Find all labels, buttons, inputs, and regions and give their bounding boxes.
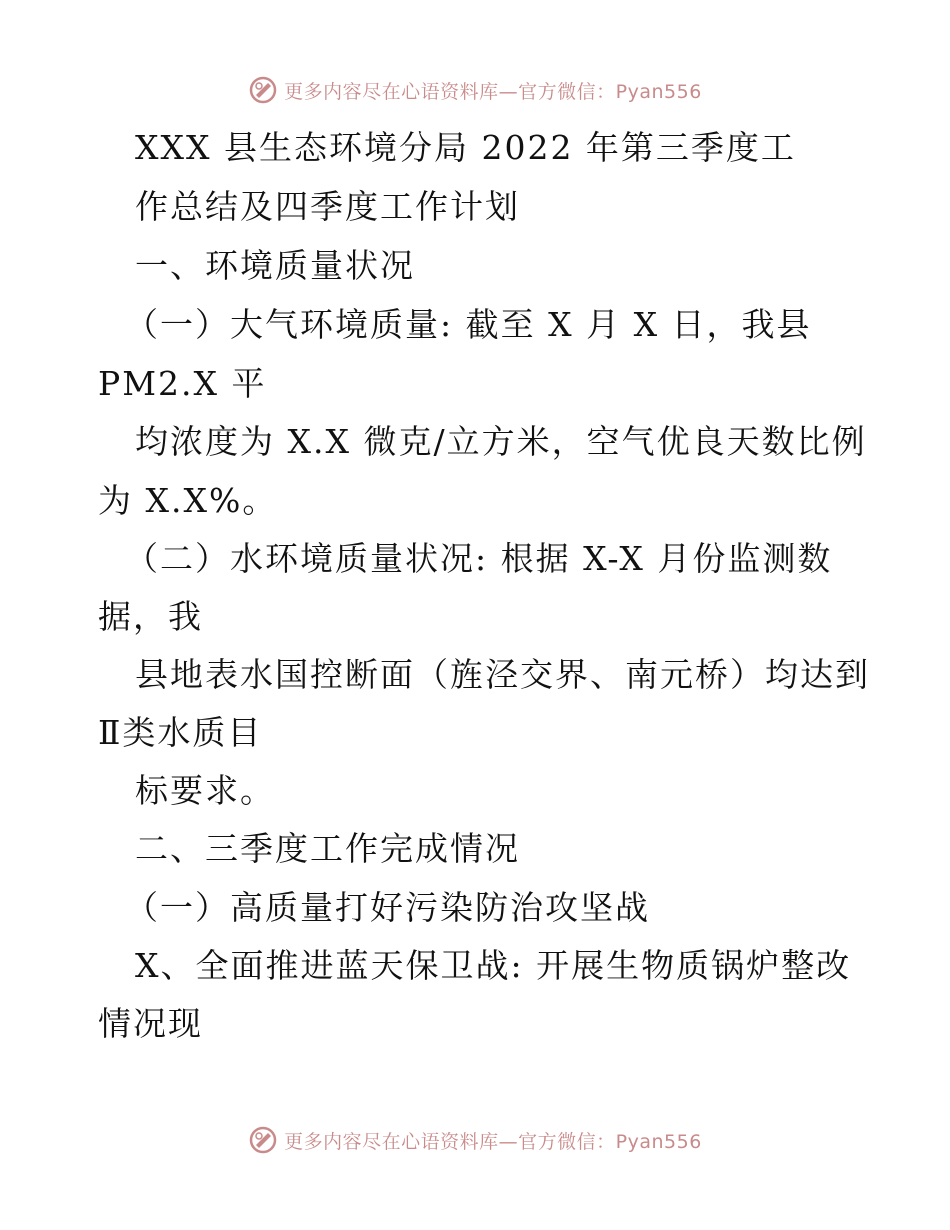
section-heading: 二、三季度工作完成情况 [135, 829, 520, 868]
paragraph-line: 县地表水国控断面（旌泾交界、南元桥）均达到 [135, 655, 870, 694]
section-heading: 一、环境质量状况 [135, 246, 415, 285]
paragraph-line: （二）水环境质量状况: 根据 X-X 月份监测数 [125, 539, 833, 578]
brand-logo-icon [248, 75, 278, 105]
watermark-footer [0, 1120, 950, 1160]
paragraph-line: 标要求。 [135, 771, 275, 810]
paragraph-line: Ⅱ类水质目 [98, 713, 263, 752]
paragraph-line: 均浓度为 X.X 微克/立方米，空气优良天数比例 [135, 422, 867, 461]
doc-title-line-1: XXX 县生态环境分局 2022 年第三季度工 [135, 128, 796, 167]
watermark-text: 更多内容尽在心语资料库—官方微信：Pyan556 [284, 1130, 702, 1153]
paragraph-line: 情况现 [98, 1004, 203, 1043]
paragraph-line: 据，我 [98, 597, 203, 636]
paragraph-line: X、全面推进蓝天保卫战: 开展生物质锅炉整改 [135, 946, 852, 985]
watermark-header [0, 70, 950, 110]
brand-logo-icon [248, 1125, 278, 1155]
subsection-heading: （一）高质量打好污染防治攻坚战 [125, 888, 650, 927]
doc-title-line-2: 作总结及四季度工作计划 [135, 187, 520, 226]
paragraph-line: （一）大气环境质量: 截至 X 月 X 日，我县 [125, 305, 812, 344]
watermark-text: 更多内容尽在心语资料库—官方微信：Pyan556 [284, 80, 702, 103]
paragraph-line: 为 X.X%。 [98, 481, 278, 520]
paragraph-line: PM2.X 平 [98, 364, 267, 403]
